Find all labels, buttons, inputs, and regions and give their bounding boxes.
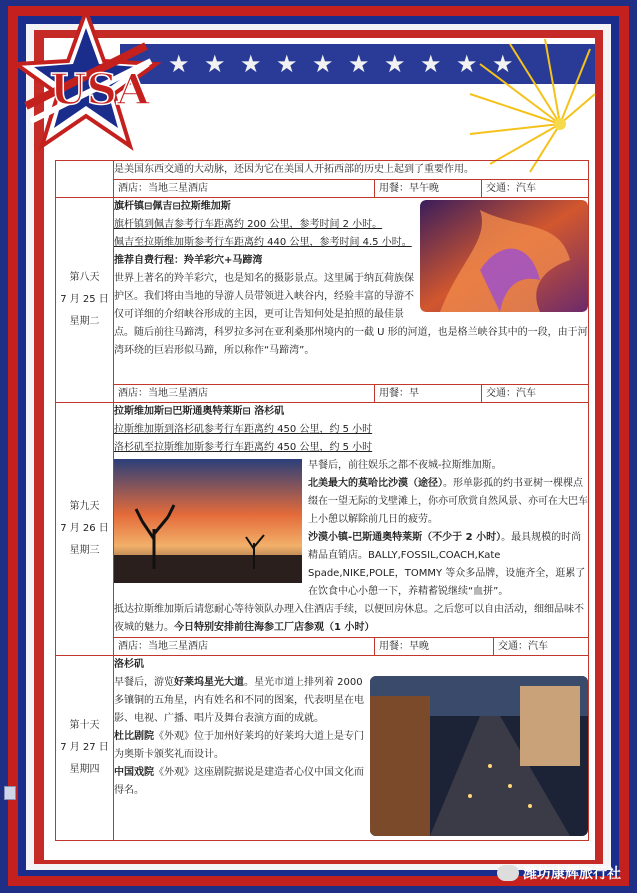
route-line: 旗杆镇到佩吉参考行车距离约 200 公里，参考时间 2 小时。 [114, 219, 383, 230]
watermark-text: 潍坊康辉旅行社 [523, 866, 621, 882]
itinerary-table [55, 160, 589, 841]
meal-row [114, 180, 589, 198]
joshua-tree-photo [114, 459, 302, 583]
route-line: 佩吉至拉斯维加斯参考行车距离约 440 公里，参考时间 4.5 小时。 [114, 237, 412, 248]
transport-label: 交通：汽车 [486, 183, 536, 194]
day-number: 第八天 [69, 272, 100, 283]
star-icon: ★ [240, 50, 262, 78]
star-icon: ★ [276, 50, 298, 78]
paragraph-text: 抵达拉斯维加斯后请您耐心等待领队办理入住酒店手续，以便回房休息。之后您可以自由活动，细细品味不夜城的魅力。 [114, 604, 584, 633]
day-weekday: 星期三 [69, 545, 100, 556]
day-content [114, 403, 589, 638]
continued-text: 是美国东西交通的大动脉，还因为它在美国人开拓西部的历史上起到了重要作用。 [114, 161, 589, 180]
highlight-text: 好莱坞星光大道 [174, 677, 244, 688]
paragraph-text: 《外观》位于加州好莱坞的好莱坞大道上是专门为奥斯卡颁奖礼而设计。 [114, 731, 364, 760]
firework-graphic [450, 34, 600, 174]
paragraph [114, 601, 588, 637]
route-title: 洛杉矶 [114, 659, 144, 670]
highlight-text: 沙漠小镇-巴斯通奥特莱斯（不少于 2 小时） [308, 532, 502, 543]
day-number: 第九天 [69, 501, 100, 512]
meal-label: 用餐：早午晚 [375, 180, 482, 197]
usa-logo-text: USA [50, 65, 150, 114]
day-date: 7 月 25 日 [60, 294, 109, 305]
day-cell [56, 403, 114, 656]
meal-row [114, 638, 589, 656]
highlight-text: 杜比剧院 [114, 731, 154, 742]
hotel-label: 酒店：当地三星酒店 [114, 385, 375, 402]
paragraph-text: 早餐后，游览 [114, 677, 174, 688]
antelope-canyon-photo [420, 200, 588, 312]
route-line: 洛杉矶至拉斯维加斯参考行车距离约 450 公里，约 5 小时 [114, 442, 373, 453]
star-icon: ★ [168, 50, 190, 78]
hotel-label: 酒店：当地三星酒店 [114, 180, 375, 197]
document-icon [4, 786, 16, 800]
transport-label: 交通：汽车 [486, 388, 536, 399]
day-cell [56, 198, 114, 403]
day-date: 7 月 27 日 [60, 742, 109, 753]
paragraph-text: 。星光市道上排列着 2000 多镶铜的五角星，内有姓名和不同的图案，代表明星在电影、电视、广播、唱片及舞台表演方面的成就。 [114, 677, 364, 724]
hotel-label: 酒店：当地三星酒店 [114, 638, 375, 655]
section-heading: 推荐自费行程：羚羊彩穴+马蹄湾 [114, 255, 263, 266]
highlight-text: 今日特别安排前往海参工厂店参观（1 小时） [174, 622, 375, 633]
meal-row [114, 385, 589, 403]
highlight-text: 中国戏院 [114, 767, 154, 778]
day-content [114, 198, 589, 385]
route-line: 拉斯维加斯到洛杉矶参考行车距离约 450 公里，约 5 小时 [114, 424, 373, 435]
star-icon: ★ [456, 50, 478, 78]
star-icon: ★ [384, 50, 406, 78]
star-icon: ★ [204, 50, 226, 78]
paragraph: 早餐后，前往娱乐之都不夜城-拉斯维加斯。 [308, 460, 502, 471]
day-weekday: 星期二 [69, 316, 100, 327]
paragraph-text: 。形单影孤的约书亚树一棵棵点缀在一望无际的戈壁滩上，你亦可欣赏自然风景、亦可在大巴车上小憩以解除前几日的疲劳。 [308, 478, 588, 525]
transport-label: 交通：汽车 [498, 641, 548, 652]
wechat-icon [497, 865, 519, 881]
day-content [114, 656, 589, 841]
highlight-text: 北美最大的莫哈比沙漠（途径） [308, 478, 443, 489]
paragraph-text: 《外观》这座剧院据说是建造者心仪中国文化而得名。 [114, 767, 364, 796]
star-icon: ★ [312, 50, 334, 78]
day-number: 第十天 [69, 720, 100, 731]
day-cell [56, 656, 114, 841]
route-title: 旗杆镇⊟佩吉⊟拉斯维加斯 [114, 201, 231, 212]
paragraph: 世界上著名的羚羊彩穴，也是知名的摄影景点。这里属于纳瓦荷族保护区。我们将由当地的导游人员带领进入峡谷内，经验丰富的导游不仅可详细的介绍峡谷形成的主因，更可让告知何处是拍照的最佳景点。随后前往马蹄湾，科罗拉多河在亚利桑那州境内的一截 U 形的河道，也是格兰峡谷其中的一段，由于河湾环绕的巨岩形似马蹄，所以称作“马蹄湾”。 [114, 273, 588, 356]
usa-star-logo [6, 6, 166, 156]
star-icon: ★ [348, 50, 370, 78]
route-title: 拉斯维加斯⊟巴斯通奥特莱斯⊟ 洛杉矶 [114, 406, 285, 417]
paragraph-text: 。最具规模的时尚精品直销店。BALLY,FOSSIL,COACH,Kate Spade,NIKE,POLE，TOMMY 等众多品牌，设施齐全，逛累了在饮食中心小憩一下，养精蓄锐继续“血拼”。 [308, 532, 586, 597]
star-icon: ★ [420, 50, 442, 78]
day-weekday: 星期四 [69, 764, 100, 775]
hollywood-street-photo [370, 676, 588, 836]
meal-label: 用餐：早晚 [375, 638, 494, 655]
watermark [497, 863, 621, 883]
star-icon: ★ [492, 50, 514, 78]
meal-label: 用餐：早 [375, 385, 482, 402]
day-cell-continued [56, 161, 114, 198]
day-date: 7 月 26 日 [60, 523, 109, 534]
